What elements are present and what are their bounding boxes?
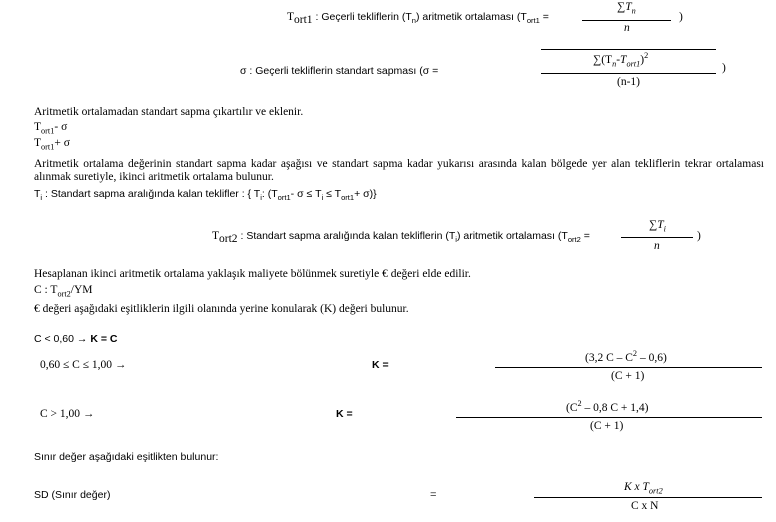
formula-tort2-label: $T_{ort2}$ : Standart sapma aralığında kalan tekliflerin $(T_i)$ aritmetik ortalaması ($T_{ort2}$ = (212, 230, 590, 246)
line-tort1-minus-sigma: $T_{ort1}-$ σ (34, 121, 68, 136)
formula-sigma-denominator: (n-1) (617, 76, 640, 88)
formula-tort2-denominator: n (654, 240, 660, 252)
formula-tort2-close: ) (697, 230, 701, 242)
line-ti-definition: $T_i$ : Standart sapma aralığında kalan teklifler : { $T_i$: ($T_{ort1}-$ $\sigma \le T_i \le T_{ort1}+ \sigma$)} (34, 188, 377, 203)
formula-tort1-denominator: n (624, 22, 630, 34)
case3-numerator: ($C^2 - 0,8$ C + 1,4) (566, 399, 649, 414)
formula-sigma-numerator: $\sum(T_n-T_{ort1})^2$ (593, 51, 649, 69)
formula-tort1-label: $T_{ort1}$ : Geçerli tekliflerin $(T_n)$ aritmetik ortalaması ($T_{ort1}$ = (287, 11, 549, 27)
paragraph-second-average: Aritmetik ortalama değerinin standart sapma kadar aşağısı ve standart sapma kadar yukarısı arasında kalan bölgede yer alan tekliflerin tekrar ortalaması alınmak suretiyle, ikinci aritmetik ortalama bulunur. (34, 158, 764, 183)
radical-bar (541, 49, 716, 50)
formula-tort1-numerator: $\sum T_n$ (617, 1, 636, 16)
case1-condition: C < 0,60 → K = C (34, 333, 118, 345)
formula-sigma-label: σ : Geçerli tekliflerin standart sapması (σ = (240, 65, 439, 77)
sd-label: SD (Sınır değer) (34, 489, 111, 501)
formula-sigma-close: ) (722, 62, 726, 74)
case3-k-equals: K = (336, 408, 353, 420)
case3-denominator: (C + 1) (590, 420, 624, 432)
paragraph-euro-value: Hesaplanan ikinci aritmetik ortalama yaklaşık maliyete bölünmek suretiyle € değeri elde edilir. (34, 268, 471, 280)
fraction-bar (582, 20, 671, 21)
case2-k-equals: K = (372, 359, 389, 371)
fraction-bar (541, 73, 716, 74)
case2-denominator: (C + 1) (611, 370, 645, 382)
case2-numerator: (3,2 C – $C^2 - 0,6$) (585, 349, 667, 364)
sd-denominator: C x N (631, 500, 659, 512)
paragraph-limit-value: Sınır değer aşağıdaki eşitlikten bulunur: (34, 451, 219, 463)
case3-condition: C > 1,00 → (40, 408, 95, 420)
paragraph-k-value: € değeri aşağıdaki eşitliklerin ilgili olanında yerine konularak (K) değeri bulunur. (34, 303, 409, 315)
sd-equals: = (430, 489, 437, 501)
formula-tort2-numerator: $\sum T_i$ (649, 219, 666, 234)
fraction-bar (534, 497, 762, 498)
line-tort1-plus-sigma: $T_{ort1}+ \sigma$ (34, 137, 70, 152)
fraction-bar (456, 417, 762, 418)
fraction-bar (495, 367, 762, 368)
sd-numerator: K x $T_{ort2}$ (624, 481, 663, 496)
line-c-definition: C : $T_{ort2}/YM$ (34, 284, 93, 299)
case2-condition: 0,60 ≤ C ≤ 1,00 → (40, 359, 127, 371)
fraction-bar (621, 237, 693, 238)
paragraph-std-deviation: Aritmetik ortalamadan standart sapma çıkartılır ve eklenir. (34, 106, 304, 118)
formula-tort1-close: ) (679, 11, 683, 23)
